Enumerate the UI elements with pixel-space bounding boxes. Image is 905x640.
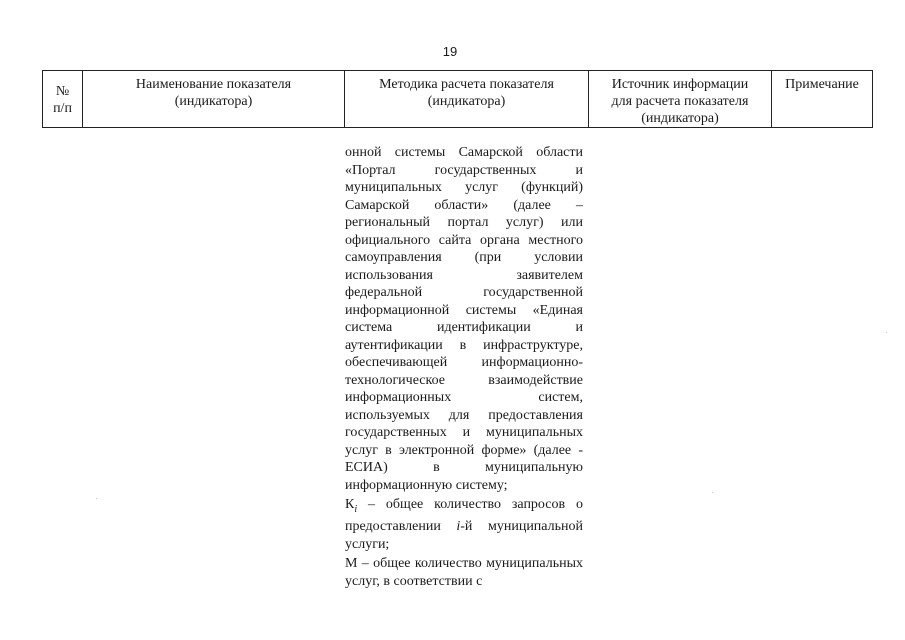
scan-speck: [712, 492, 713, 493]
ki-italic-i: i: [456, 519, 461, 535]
header-indicator-name-text: Наименование показателя (индикатора): [135, 77, 292, 109]
indicator-table-header: [42, 70, 873, 128]
ki-subscript: i: [354, 503, 358, 515]
ki-text-part-2: -й муниципальной услуги;: [345, 519, 583, 552]
table-header-row: [43, 71, 873, 128]
header-cell-note: [772, 71, 873, 128]
header-cell-calculation-method: [345, 71, 589, 128]
paragraph-ki-definition: [345, 496, 583, 553]
paragraph-portal-description: онной системы Самарской области «Портал государственных и муниципальных услуг (функций) Самарской области» (далее – региональный портал услуг) или официального сайта органа местного самоуправления (при условии использования заявителем федеральной государственной информационной системы «Единая система идентификации и аутентификации в инфраструктуре, обеспечивающей информационно-технологическое взаимодействие информационных систем, используемых для предоставления государственных и муниципальных услуг в электронной форме» (далее - ЕСИА) в муниципальную информационную систему;: [345, 145, 583, 493]
paragraph-m-definition: М – общее количество муниципальных услуг, в соответствии с: [345, 556, 583, 589]
header-cell-indicator-name: [83, 71, 345, 128]
header-note-text: Примечание: [785, 77, 859, 92]
page-number: 19: [442, 44, 458, 59]
scan-speck: [96, 498, 97, 499]
header-number-text: № п/п: [53, 84, 72, 116]
calculation-method-text-column: [345, 144, 583, 590]
ki-text-part-1: – общее количество запросов о предоставлении: [345, 497, 583, 535]
header-information-source-text: Источник информации для расчета показателя (индикатора): [611, 77, 749, 126]
header-cell-number: [43, 71, 83, 128]
ki-symbol: К: [345, 497, 355, 512]
header-calculation-method-text: Методика расчета показателя (индикатора): [379, 77, 554, 109]
scan-speck: [886, 332, 887, 333]
header-cell-information-source: [589, 71, 772, 128]
